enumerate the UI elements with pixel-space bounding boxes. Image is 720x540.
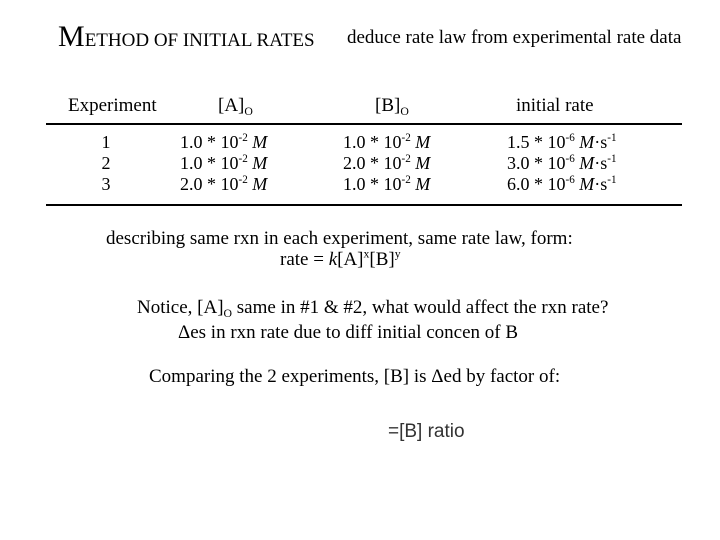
- header-a-bracket: [A]: [218, 95, 245, 116]
- header-b-bracket: [B]: [375, 95, 401, 116]
- slide-subtitle: deduce rate law from experimental rate data: [347, 27, 682, 48]
- rate-value-row: $6.0 * 10^{-6}$ $M\cdot s^{-1}$: [507, 173, 617, 194]
- b-value-row: $1.0 * 10^{-2}$ M: [343, 131, 431, 152]
- table-top-rule: [46, 123, 682, 125]
- experiment-number: 1: [101, 132, 111, 152]
- experiment-number: 3: [101, 174, 111, 194]
- header-a-initial: [218, 95, 253, 117]
- slide-title: [58, 20, 315, 54]
- ratio-equation: =[B] ratio: [388, 421, 465, 442]
- delta-line: Δes in rxn rate due to diff initial concen of B: [178, 322, 519, 343]
- b-value-row: $2.0 * 10^{-2}$ M: [343, 152, 431, 173]
- title-rest: ETHOD OF INITIAL RATES: [84, 30, 315, 51]
- notice-line: Notice, $[A]_O$ same in #1 & #2, what would affect the rxn rate?: [137, 297, 609, 321]
- experiment-column: [98, 132, 114, 195]
- experiment-number: 2: [101, 153, 111, 173]
- b-concentration-column: [343, 132, 430, 195]
- rate-value-row: $3.0 * 10^{-6}$ $M\cdot s^{-1}$: [507, 152, 617, 173]
- a-value-row: $1.0 * 10^{-2}$ M: [180, 152, 268, 173]
- header-b-initial: [375, 95, 409, 117]
- header-a-sub: O: [244, 105, 253, 119]
- initial-rate-column: [507, 132, 617, 195]
- table-bottom-rule: [46, 204, 682, 206]
- header-b-sub: O: [400, 105, 409, 119]
- b-value-row: $1.0 * 10^{-2}$ M: [343, 173, 431, 194]
- header-initial-rate: initial rate: [516, 95, 594, 116]
- a-value-row: $2.0 * 10^{-2}$ M: [180, 173, 268, 194]
- header-experiment: Experiment: [68, 95, 157, 116]
- rate-value-row: $1.5 * 10^{-6}$ $M\cdot s^{-1}$: [507, 131, 617, 152]
- a-value-row: $1.0 * 10^{-2}$ M: [180, 131, 268, 152]
- title-initial: M: [58, 20, 85, 53]
- description-line: describing same rxn in each experiment, same rate law, form:: [106, 228, 573, 249]
- rate-law-expression: rate = $k[A]^x[B]^y$: [280, 247, 401, 270]
- a-concentration-column: [180, 132, 267, 195]
- comparing-line: Comparing the 2 experiments, [B] is Δed by factor of:: [149, 366, 561, 387]
